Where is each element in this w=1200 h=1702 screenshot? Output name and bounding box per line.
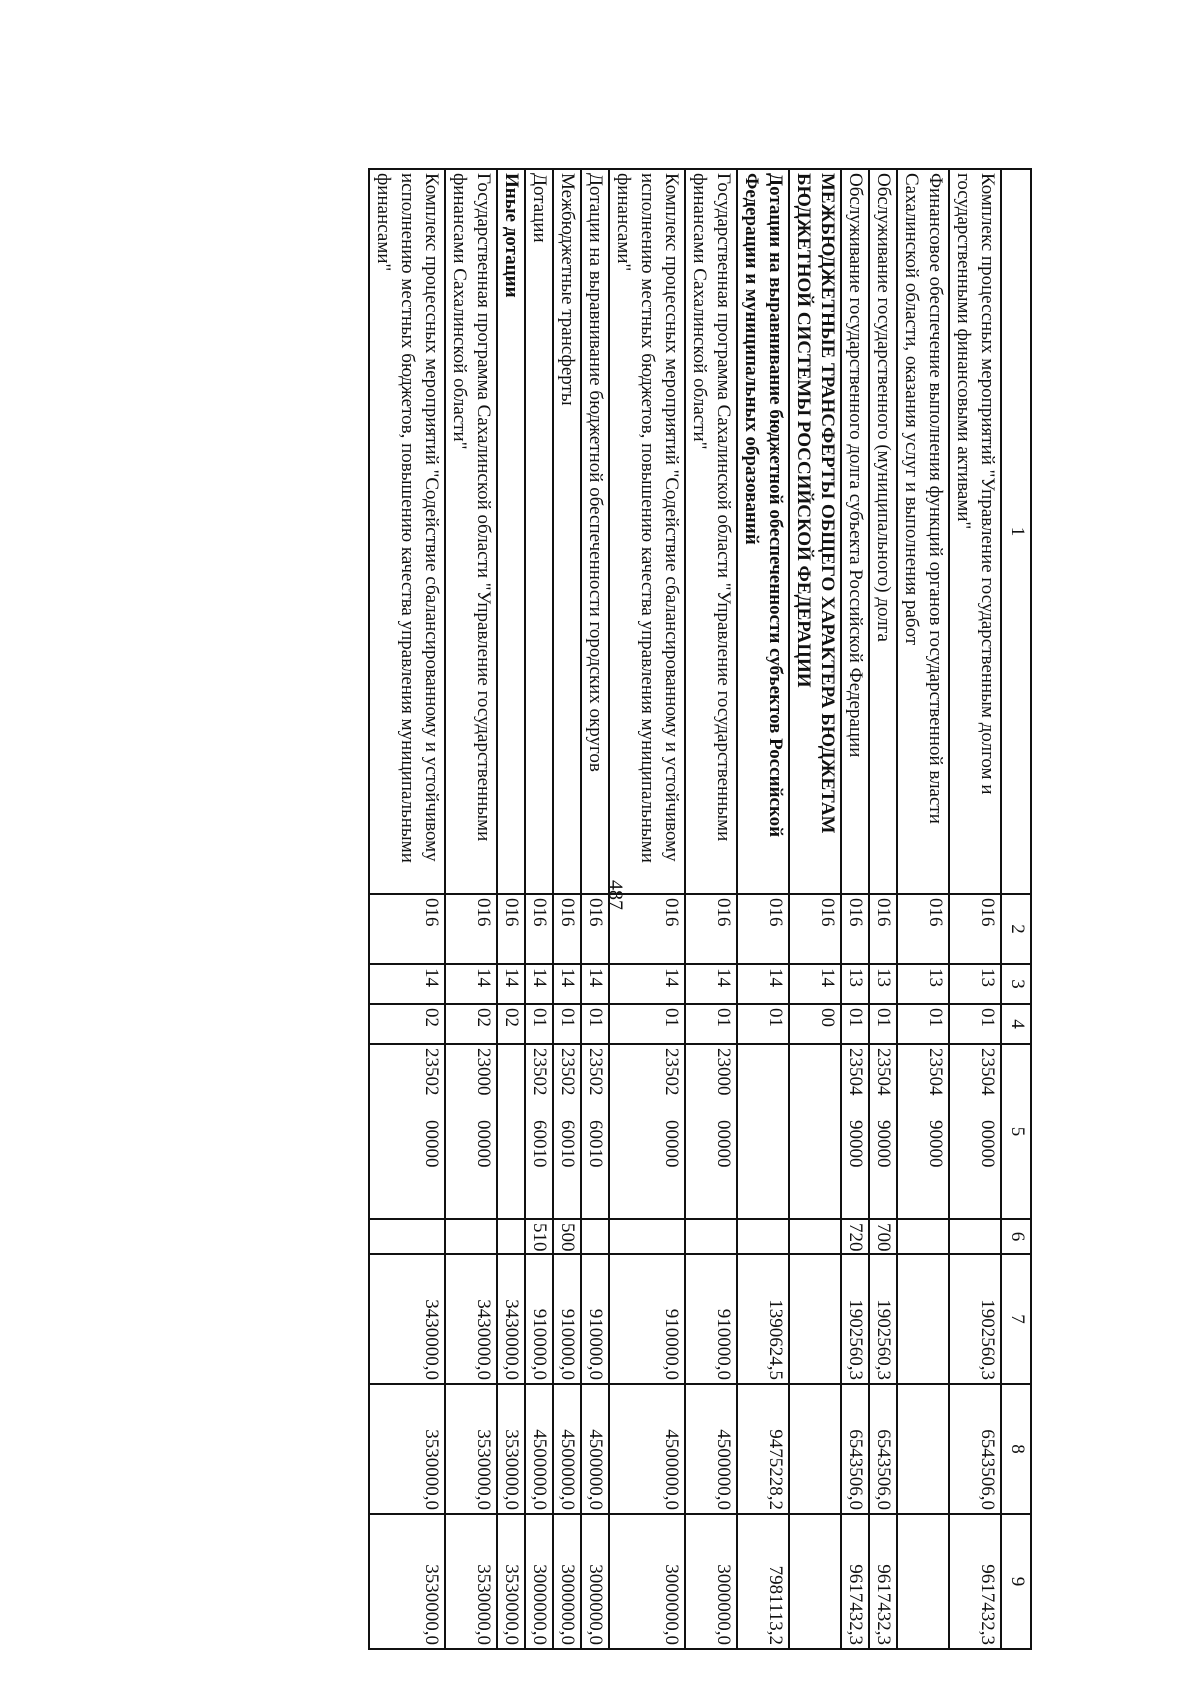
row-name: Комплекс процессных мероприятий "Содействие сбалансированному и устойчивому исполнению местных бюджетов, повышению качества управления муниципальными финансами": [369, 169, 445, 894]
cell-section: 13: [949, 964, 1001, 1004]
cell-expense-type: [497, 1219, 525, 1254]
target-article-program: 23502: [529, 1048, 550, 1096]
cell-expense-type: [737, 1219, 789, 1254]
cell-amount-col9: 3000000,0: [553, 1514, 581, 1649]
column-header: 6: [1001, 1219, 1031, 1254]
cell-amount-col7: [789, 1254, 841, 1384]
cell-subsection: 01: [949, 1004, 1001, 1044]
table-row: [525, 169, 553, 1649]
cell-admin-code: 016: [869, 894, 897, 964]
cell-amount-col9: [897, 1514, 949, 1649]
cell-section: 13: [897, 964, 949, 1004]
cell-admin-code: 016: [685, 894, 737, 964]
cell-amount-col9: [789, 1514, 841, 1649]
cell-target-article: [445, 1044, 497, 1219]
table-row: [737, 169, 789, 1649]
column-header: 5: [1001, 1044, 1031, 1219]
cell-admin-code: 016: [737, 894, 789, 964]
cell-subsection: 01: [685, 1004, 737, 1044]
cell-amount-col9: 3530000,0: [497, 1514, 525, 1649]
cell-section: 14: [497, 964, 525, 1004]
target-article-program: 23000: [473, 1048, 494, 1096]
cell-amount-col9: 9617432,3: [841, 1514, 869, 1649]
cell-amount-col7: 1390624,5: [737, 1254, 789, 1384]
cell-subsection: 01: [869, 1004, 897, 1044]
cell-amount-col8: 3530000,0: [369, 1384, 445, 1514]
cell-amount-col7: 1902560,3: [869, 1254, 897, 1384]
cell-admin-code: 016: [949, 894, 1001, 964]
cell-subsection: 01: [841, 1004, 869, 1044]
cell-amount-col8: 6543506,0: [949, 1384, 1001, 1514]
target-article-program: 23504: [845, 1048, 866, 1096]
table-row: [609, 169, 685, 1649]
row-name: Межбюджетные трансферты: [553, 169, 581, 894]
cell-admin-code: 016: [841, 894, 869, 964]
cell-amount-col7: 910000,0: [609, 1254, 685, 1384]
table-row: [869, 169, 897, 1649]
cell-expense-type: [897, 1219, 949, 1254]
cell-section: 14: [789, 964, 841, 1004]
cell-subsection: 01: [609, 1004, 685, 1044]
cell-amount-col7: 910000,0: [685, 1254, 737, 1384]
cell-amount-col9: 3000000,0: [609, 1514, 685, 1649]
cell-section: 14: [369, 964, 445, 1004]
row-name: Иные дотации: [497, 169, 525, 894]
cell-admin-code: 016: [497, 894, 525, 964]
cell-amount-col8: 4500000,0: [685, 1384, 737, 1514]
cell-target-article: [789, 1044, 841, 1219]
cell-admin-code: 016: [525, 894, 553, 964]
cell-amount-col8: 6543506,0: [841, 1384, 869, 1514]
cell-target-article: [525, 1044, 553, 1219]
cell-expense-type: [581, 1219, 609, 1254]
row-name: Дотации: [525, 169, 553, 894]
table-row: [553, 169, 581, 1649]
cell-expense-type: [609, 1219, 685, 1254]
target-article-program: 23502: [557, 1048, 578, 1096]
column-header: 8: [1001, 1384, 1031, 1514]
page-number: 487: [604, 880, 627, 910]
cell-amount-col7: 3430000,0: [445, 1254, 497, 1384]
cell-amount-col8: [789, 1384, 841, 1514]
cell-amount-col7: 910000,0: [553, 1254, 581, 1384]
row-name: МЕЖБЮДЖЕТНЫЕ ТРАНСФЕРТЫ ОБЩЕГО ХАРАКТЕРА БЮДЖЕТАМ БЮДЖЕТНОЙ СИСТЕМЫ РОССИЙСКОЙ ФЕДЕРАЦИИ: [789, 169, 841, 894]
cell-section: 14: [685, 964, 737, 1004]
target-article-direction: 60010: [557, 1120, 578, 1168]
target-article-direction: 60010: [529, 1120, 550, 1168]
table-row: [789, 169, 841, 1649]
table-row: [445, 169, 497, 1649]
cell-amount-col8: 4500000,0: [525, 1384, 553, 1514]
cell-target-article: [841, 1044, 869, 1219]
cell-amount-col9: 9617432,3: [869, 1514, 897, 1649]
cell-section: 14: [553, 964, 581, 1004]
table-row: [581, 169, 609, 1649]
cell-subsection: 00: [789, 1004, 841, 1044]
cell-admin-code: 016: [445, 894, 497, 964]
cell-target-article: [869, 1044, 897, 1219]
table-row: [369, 169, 445, 1649]
cell-admin-code: 016: [553, 894, 581, 964]
cell-amount-col8: 3530000,0: [445, 1384, 497, 1514]
cell-expense-type: [369, 1219, 445, 1254]
target-article-program: 23502: [585, 1048, 606, 1096]
target-article-direction: 00000: [421, 1120, 442, 1168]
cell-amount-col8: 4500000,0: [609, 1384, 685, 1514]
row-name: Дотации на выравнивание бюджетной обеспеченности городских округов: [581, 169, 609, 894]
cell-subsection: 01: [581, 1004, 609, 1044]
target-article-program: 23504: [977, 1048, 998, 1096]
cell-target-article: [553, 1044, 581, 1219]
target-article-program: 23502: [661, 1048, 682, 1096]
target-article-program: 23000: [713, 1048, 734, 1096]
cell-admin-code: 016: [581, 894, 609, 964]
cell-admin-code: 016: [789, 894, 841, 964]
cell-amount-col9: 3530000,0: [369, 1514, 445, 1649]
cell-target-article: [737, 1044, 789, 1219]
column-header: 3: [1001, 964, 1031, 1004]
cell-admin-code: 016: [609, 894, 685, 964]
cell-admin-code: 016: [369, 894, 445, 964]
cell-expense-type: [445, 1219, 497, 1254]
target-article-direction: 60010: [585, 1120, 606, 1168]
cell-subsection: 01: [525, 1004, 553, 1044]
cell-amount-col7: 1902560,3: [949, 1254, 1001, 1384]
cell-amount-col8: 9475228,2: [737, 1384, 789, 1514]
target-article-direction: 00000: [977, 1120, 998, 1168]
cell-target-article: [897, 1044, 949, 1219]
cell-subsection: 01: [737, 1004, 789, 1044]
cell-amount-col7: 910000,0: [581, 1254, 609, 1384]
cell-amount-col9: 9617432,3: [949, 1514, 1001, 1649]
cell-amount-col7: 3430000,0: [497, 1254, 525, 1384]
cell-expense-type: 500: [553, 1219, 581, 1254]
cell-amount-col9: 3000000,0: [581, 1514, 609, 1649]
cell-section: 14: [525, 964, 553, 1004]
column-header: 7: [1001, 1254, 1031, 1384]
row-name: Комплекс процессных мероприятий "Управление государственным долгом и государственными финансовыми активами": [949, 169, 1001, 894]
cell-subsection: 01: [897, 1004, 949, 1044]
target-article-direction: 00000: [661, 1120, 682, 1168]
cell-expense-type: 720: [841, 1219, 869, 1254]
cell-amount-col9: 7981113,2: [737, 1514, 789, 1649]
budget-table: [368, 168, 1032, 1650]
cell-target-article: [369, 1044, 445, 1219]
target-article-program: 23504: [873, 1048, 894, 1096]
cell-expense-type: [949, 1219, 1001, 1254]
cell-section: 13: [869, 964, 897, 1004]
column-header: 2: [1001, 894, 1031, 964]
cell-amount-col7: 910000,0: [525, 1254, 553, 1384]
target-article-direction: 00000: [473, 1120, 494, 1168]
cell-target-article: [949, 1044, 1001, 1219]
cell-subsection: 02: [369, 1004, 445, 1044]
cell-amount-col8: 3530000,0: [497, 1384, 525, 1514]
target-article-program: 23504: [925, 1048, 946, 1096]
row-name: Дотации на выравнивание бюджетной обеспеченности субъектов Российской Федерации и муниципальных образований: [737, 169, 789, 894]
cell-amount-col9: 3530000,0: [445, 1514, 497, 1649]
cell-target-article: [609, 1044, 685, 1219]
table-row: [949, 169, 1001, 1649]
cell-amount-col8: 4500000,0: [581, 1384, 609, 1514]
column-header: 4: [1001, 1004, 1031, 1044]
target-article-direction: 90000: [845, 1120, 866, 1168]
cell-target-article: [685, 1044, 737, 1219]
cell-amount-col8: [897, 1384, 949, 1514]
table-row: [685, 169, 737, 1649]
cell-amount-col8: 4500000,0: [553, 1384, 581, 1514]
table-body: [369, 169, 1001, 1649]
cell-amount-col9: 3000000,0: [525, 1514, 553, 1649]
row-name: Государственная программа Сахалинской области "Управление государственными финансами Сахалинской области": [445, 169, 497, 894]
cell-expense-type: 700: [869, 1219, 897, 1254]
rotated-page-content: [82, 168, 1032, 1648]
cell-expense-type: [789, 1219, 841, 1254]
row-name: Обслуживание государственного долга субъекта Российской Федерации: [841, 169, 869, 894]
target-article-program: 23502: [421, 1048, 442, 1096]
cell-subsection: 02: [445, 1004, 497, 1044]
cell-subsection: 02: [497, 1004, 525, 1044]
table-row: [497, 169, 525, 1649]
table-row: [897, 169, 949, 1649]
cell-admin-code: 016: [897, 894, 949, 964]
cell-section: 14: [445, 964, 497, 1004]
target-article-direction: 90000: [873, 1120, 894, 1168]
cell-section: 14: [737, 964, 789, 1004]
cell-amount-col7: 3430000,0: [369, 1254, 445, 1384]
cell-target-article: [581, 1044, 609, 1219]
cell-amount-col9: 3000000,0: [685, 1514, 737, 1649]
cell-section: 13: [841, 964, 869, 1004]
target-article-direction: 00000: [713, 1120, 734, 1168]
row-name: Обслуживание государственного (муниципального) долга: [869, 169, 897, 894]
cell-subsection: 01: [553, 1004, 581, 1044]
cell-section: 14: [581, 964, 609, 1004]
cell-target-article: [497, 1044, 525, 1219]
cell-amount-col8: 6543506,0: [869, 1384, 897, 1514]
cell-expense-type: [685, 1219, 737, 1254]
cell-expense-type: 510: [525, 1219, 553, 1254]
cell-section: 14: [609, 964, 685, 1004]
column-header: 9: [1001, 1514, 1031, 1649]
table-row: [841, 169, 869, 1649]
cell-amount-col7: [897, 1254, 949, 1384]
target-article-direction: 90000: [925, 1120, 946, 1168]
cell-amount-col7: 1902560,3: [841, 1254, 869, 1384]
row-name: Финансовое обеспечение выполнения функций органов государственной власти Сахалинской области, оказания услуг и выполнения работ: [897, 169, 949, 894]
header-row: [1001, 169, 1031, 1649]
column-header: 1: [1001, 169, 1031, 894]
row-name: Комплекс процессных мероприятий "Содействие сбалансированному и устойчивому исполнению местных бюджетов, повышению качества управления муниципальными финансами": [609, 169, 685, 894]
row-name: Государственная программа Сахалинской области "Управление государственными финансами Сахалинской области": [685, 169, 737, 894]
